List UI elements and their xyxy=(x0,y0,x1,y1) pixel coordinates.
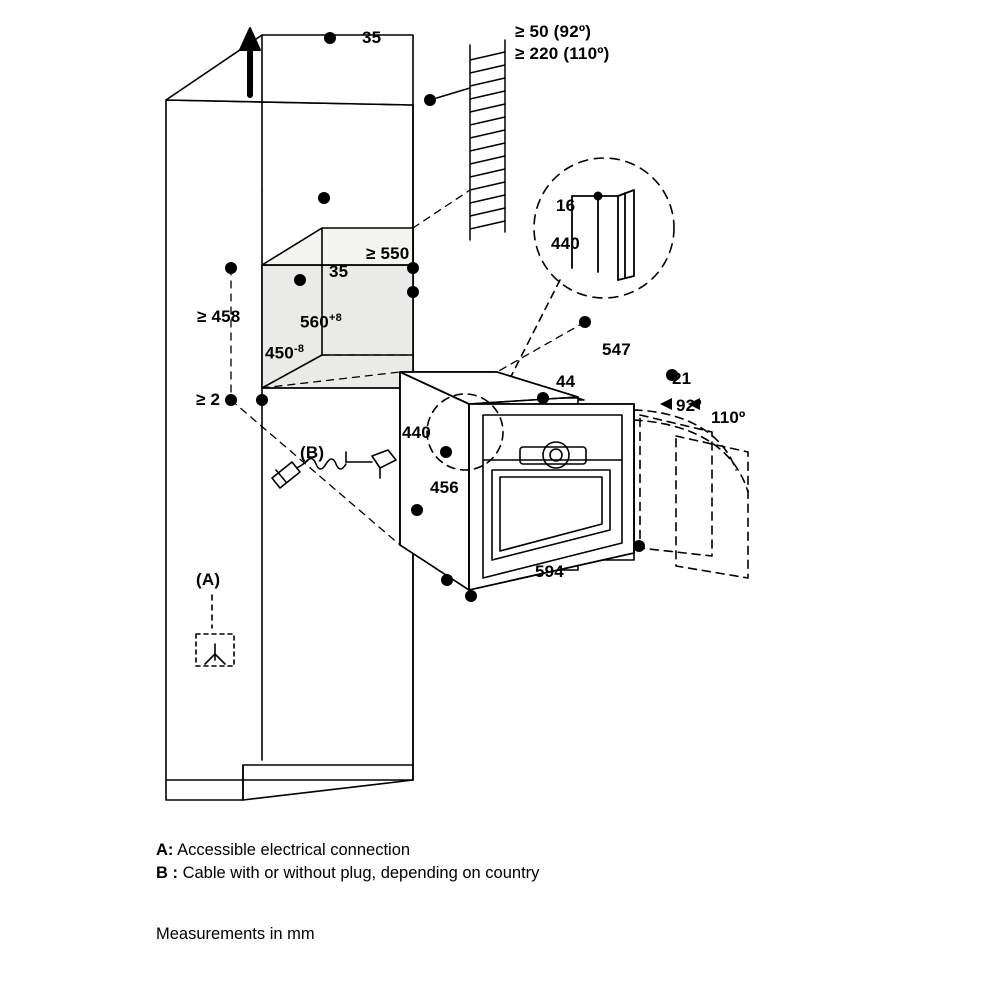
dim-oven-top-offset: 44 xyxy=(556,372,576,391)
legend-a-text: Accessible electrical connection xyxy=(177,841,411,859)
legend-b-text: Cable with or without plug, depending on country xyxy=(182,864,540,882)
dim-niche-width-tolerance: +8 xyxy=(328,312,342,324)
dim-bottom-gap: ≥ 2 xyxy=(196,390,221,409)
dim-oven-width: 594 xyxy=(535,562,564,581)
legend-row-a xyxy=(156,841,410,860)
dim-niche-width-value: 560 xyxy=(300,312,329,332)
dim-niche-width xyxy=(300,312,342,333)
dim-niche-front-gap: 35 xyxy=(329,262,349,281)
callout-b-marker: (B) xyxy=(300,443,325,462)
dim-niche-inner xyxy=(265,343,304,364)
dim-oven-depth: 547 xyxy=(602,340,631,359)
callout-a-marker: (A) xyxy=(196,570,221,589)
dim-hinge-offset: 21 xyxy=(672,369,692,388)
dim-detail-440: 440 xyxy=(551,234,580,253)
dim-oven-body-height: 440 xyxy=(402,423,431,442)
vent-note-1: ≥ 50 (92º) xyxy=(515,22,592,41)
legend-b-key: B : xyxy=(156,864,178,882)
dim-niche-inner-value: 450 xyxy=(265,343,294,363)
legend-a-key: A: xyxy=(156,841,174,859)
dim-detail-16: 16 xyxy=(556,196,576,215)
dim-door-angle-92: 92º xyxy=(676,396,702,415)
legend-row-b xyxy=(156,864,539,883)
dim-oven-front-height: 456 xyxy=(430,478,459,497)
dim-niche-inner-tolerance: -8 xyxy=(293,343,305,355)
dim-top-gap: 35 xyxy=(362,28,382,47)
dim-niche-depth-min: ≥ 550 xyxy=(366,244,410,263)
dim-niche-height-min: ≥ 458 xyxy=(197,307,241,326)
dim-door-angle-110: 110º xyxy=(711,408,746,427)
vent-note-2: ≥ 220 (110º) xyxy=(515,44,610,63)
units-note: Measurements in mm xyxy=(156,925,315,943)
